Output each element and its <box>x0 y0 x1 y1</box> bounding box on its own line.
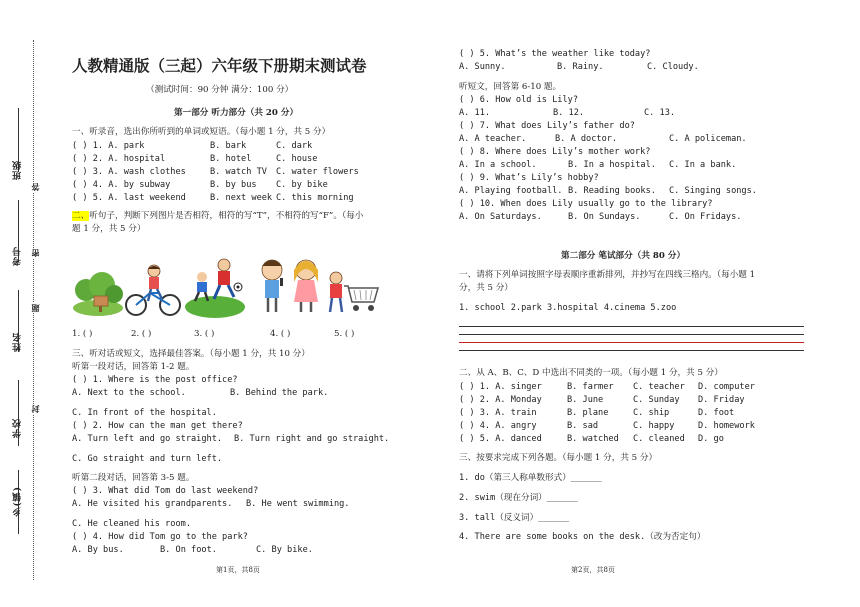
r-w2-opt-d: D. homework <box>698 421 755 431</box>
l-q3-item-3: ( ) 3. What did Tom do last weekend? <box>72 486 259 496</box>
l-q3-4-opt-c: C. By bike. <box>256 545 313 555</box>
r-w2-opt-c: C. happy <box>633 421 675 431</box>
r-5-opt-b: B. Rainy. <box>557 62 604 72</box>
r-7-opt-b: B. A doctor. <box>555 134 618 144</box>
l-q2-heading <box>72 211 363 222</box>
cyclist-picture <box>124 263 182 319</box>
seal-mark-ti: 题 <box>30 304 40 312</box>
singing-children-picture <box>256 256 326 314</box>
l-q3-heading: 三、听对话或短文，选择最佳答案。（每小题 1 分，共 10 分） <box>72 349 310 359</box>
r-w2-item-4: ( ) 4. A. angry <box>459 421 537 431</box>
r-w3-heading: 三、按要求完成下列各题。（每小题 1 分，共 5 分） <box>459 453 658 463</box>
l-q3-item-2: ( ) 2. How can the man get there? <box>72 421 243 431</box>
town-label: 乡(镇) <box>13 486 23 517</box>
l-q1-opt-c: C. water flowers <box>276 167 359 177</box>
r-item-7: ( ) 7. What does Lily’s father do? <box>459 121 635 131</box>
exam-meta: （测试时间：90 分钟 满分：100 分） <box>146 85 294 95</box>
left-page-number: 第1页，共8页 <box>216 566 260 574</box>
r-w2-opt-b: B. June <box>567 395 604 405</box>
r-9-opt-c: C. Singing songs. <box>669 186 757 196</box>
l-q2-blank-3[interactable]: 3. ( ) <box>194 329 215 339</box>
l-q3-sub1: 听第一段对话，回答第 1-2 题。 <box>72 362 195 372</box>
r-5-opt-c: C. Cloudy. <box>647 62 699 72</box>
r-w2-opt-c: C. ship <box>633 408 670 418</box>
r-w2-opt-d: D. go <box>698 434 724 444</box>
r-item-9: ( ) 9. What’s Lily’s hobby? <box>459 173 599 183</box>
l-q1-opt-c: C. house <box>276 154 318 164</box>
grid-line-4 <box>459 350 804 351</box>
l-q3-item-4: ( ) 4. How did Tom go to the park? <box>72 532 248 542</box>
l-q3-sub2: 听第二段对话，回答第 3-5 题。 <box>72 473 195 483</box>
l-q2-blank-1[interactable]: 1. ( ) <box>72 329 93 339</box>
right-page-number: 第2页，共8页 <box>571 566 615 574</box>
grid-line-2 <box>459 334 804 335</box>
l-q1-item-1: ( ) 1. A. park <box>72 141 145 151</box>
l-q1-opt-b: B. bark <box>210 141 247 151</box>
r-8-opt-c: C. In a bank. <box>669 160 737 170</box>
r-w2-item-1: ( ) 1. A. singer <box>459 382 542 392</box>
l-q1-opt-c: C. dark <box>276 141 313 151</box>
r-item-8: ( ) 8. Where does Lily’s mother work? <box>459 147 651 157</box>
l-q1-item-5: ( ) 5. A. last weekend <box>72 193 186 203</box>
l-q3-item-1: ( ) 1. Where is the post office? <box>72 375 238 385</box>
l-q2-number: 二、 <box>72 211 90 221</box>
r-6-opt-b: B. 12. <box>553 108 585 118</box>
r-sub3: 听短文，回答第 6-10 题。 <box>459 82 562 92</box>
l-q1-opt-b: B. next week <box>210 193 273 203</box>
name-label: 姓名 <box>13 332 23 352</box>
l-q1-opt-c: C. this morning <box>276 193 354 203</box>
school-label: 学校 <box>13 418 23 438</box>
l-q1-opt-b: B. watch TV <box>210 167 267 177</box>
part1-heading: 第一部分 听力部分（共 20 分） <box>174 108 299 118</box>
r-w2-item-3: ( ) 3. A. train <box>459 408 537 418</box>
football-picture <box>184 255 246 319</box>
r-w3-item-1[interactable]: 1. do（第三人称单数形式）______ <box>459 473 602 483</box>
r-9-opt-b: B. Reading books. <box>568 186 656 196</box>
l-q2-blank-2[interactable]: 2. ( ) <box>131 329 152 339</box>
l-q2-heading-cont: 题 1 分，共 5 分） <box>72 224 146 234</box>
l-q2-blank-5[interactable]: 5. ( ) <box>334 329 355 339</box>
r-w1-words: 1. school 2.park 3.hospital 4.cinema 5.zoo <box>459 303 677 313</box>
seal-mark-feng: 封 <box>30 405 40 413</box>
seal-mark-mi: 密 <box>30 249 40 257</box>
r-w2-opt-b: B. watched <box>567 434 619 444</box>
l-q1-item-4: ( ) 4. A. by subway <box>72 180 171 190</box>
l-q3-4-opt-b: B. On foot. <box>160 545 217 555</box>
exam-no-label: 考号 <box>13 246 23 266</box>
tree-picture <box>72 270 124 318</box>
r-w2-opt-c: C. teacher <box>633 382 685 392</box>
l-q3-1-opt-a: A. Next to the school. <box>72 388 186 398</box>
r-w2-opt-d: D. computer <box>698 382 755 392</box>
r-8-opt-a: A. In a school. <box>459 160 537 170</box>
l-q3-4-opt-a: A. By bus. <box>72 545 124 555</box>
r-w2-item-2: ( ) 2. A. Monday <box>459 395 542 405</box>
l-q3-3-opt-b: B. He went swimming. <box>246 499 350 509</box>
l-q1-opt-b: B. hotel <box>210 154 252 164</box>
r-10-opt-b: B. On Sundays. <box>568 212 641 222</box>
l-q1-opt-b: B. by bus <box>210 180 257 190</box>
r-w3-item-4[interactable]: 4. There are some books on the desk.（改为否定句） <box>459 532 706 542</box>
l-q1-heading: 一、听录音，选出你所听到的单词或短语。（每小题 1 分，共 5 分） <box>72 127 331 137</box>
r-7-opt-a: A. A teacher. <box>459 134 527 144</box>
binding-strip <box>0 0 68 607</box>
r-8-opt-b: B. In a hospital. <box>568 160 656 170</box>
r-10-opt-c: C. On Fridays. <box>669 212 742 222</box>
r-item-10: ( ) 10. When does Lily usually go to the library? <box>459 199 713 209</box>
r-w2-opt-c: C. Sunday <box>633 395 680 405</box>
r-9-opt-a: A. Playing football. <box>459 186 563 196</box>
exam-title: 人教精通版（三起）六年级下册期末测试卷 <box>72 56 367 75</box>
l-q3-3-opt-a: A. He visited his grandparents. <box>72 499 233 509</box>
l-q3-2-opt-a: A. Turn left and go straight. <box>72 434 223 444</box>
r-w1-heading-cont: 分，共 5 分） <box>459 283 513 293</box>
l-q2-blank-4[interactable]: 4. ( ) <box>270 329 291 339</box>
seal-mark-da: 答 <box>30 183 40 191</box>
r-w2-opt-b: B. plane <box>567 408 609 418</box>
r-w3-item-3[interactable]: 3. tall（反义词）______ <box>459 513 570 523</box>
l-q1-item-3: ( ) 3. A. wash clothes <box>72 167 186 177</box>
l-q3-1-opt-b: B. Behind the park. <box>230 388 329 398</box>
l-q1-item-2: ( ) 2. A. hospital <box>72 154 166 164</box>
r-6-opt-a: A. 11. <box>459 108 491 118</box>
r-5-opt-a: A. Sunny. <box>459 62 506 72</box>
l-q3-2-opt-c: C. Go straight and turn left. <box>72 454 223 464</box>
class-label: 班级 <box>13 160 23 180</box>
r-item-5: ( ) 5. What’s the weather like today? <box>459 49 651 59</box>
grid-line-1 <box>459 326 804 327</box>
grid-line-3 <box>459 342 804 343</box>
r-w2-opt-d: D. foot <box>698 408 735 418</box>
r-w2-heading: 二、从 A、B、C、D 中选出不同类的一项。（每小题 1 分，共 5 分） <box>459 368 723 378</box>
r-w2-opt-d: D. Friday <box>698 395 745 405</box>
l-q3-2-opt-b: B. Turn right and go straight. <box>234 434 390 444</box>
r-7-opt-c: C. A policeman. <box>669 134 747 144</box>
l-q3-1-opt-c: C. In front of the hospital. <box>72 408 217 418</box>
l-q1-opt-c: C. by bike <box>276 180 328 190</box>
r-w3-item-2[interactable]: 2. swim（现在分词）______ <box>459 493 578 503</box>
r-item-6: ( ) 6. How old is Lily? <box>459 95 578 105</box>
part2-heading: 第二部分 笔试部分（共 80 分） <box>561 251 686 261</box>
l-q3-3-opt-c: C. He cleaned his room. <box>72 519 191 529</box>
r-w2-item-5: ( ) 5. A. danced <box>459 434 542 444</box>
r-w1-heading: 一、请将下列单词按照字母表顺序重新排列，并抄写在四线三格内。（每小题 1 <box>459 270 756 280</box>
r-w2-opt-b: B. farmer <box>567 382 614 392</box>
r-6-opt-c: C. 13. <box>644 108 676 118</box>
r-w2-opt-b: B. sad <box>567 421 599 431</box>
r-w2-opt-c: C. cleaned <box>633 434 685 444</box>
l-q2-heading-text: 听句子，判断下列图片是否相符，相符的写“T”，不相符的写“F”。（每小 <box>89 211 364 221</box>
r-10-opt-a: A. On Saturdays. <box>459 212 542 222</box>
shopping-cart-picture <box>326 268 380 316</box>
